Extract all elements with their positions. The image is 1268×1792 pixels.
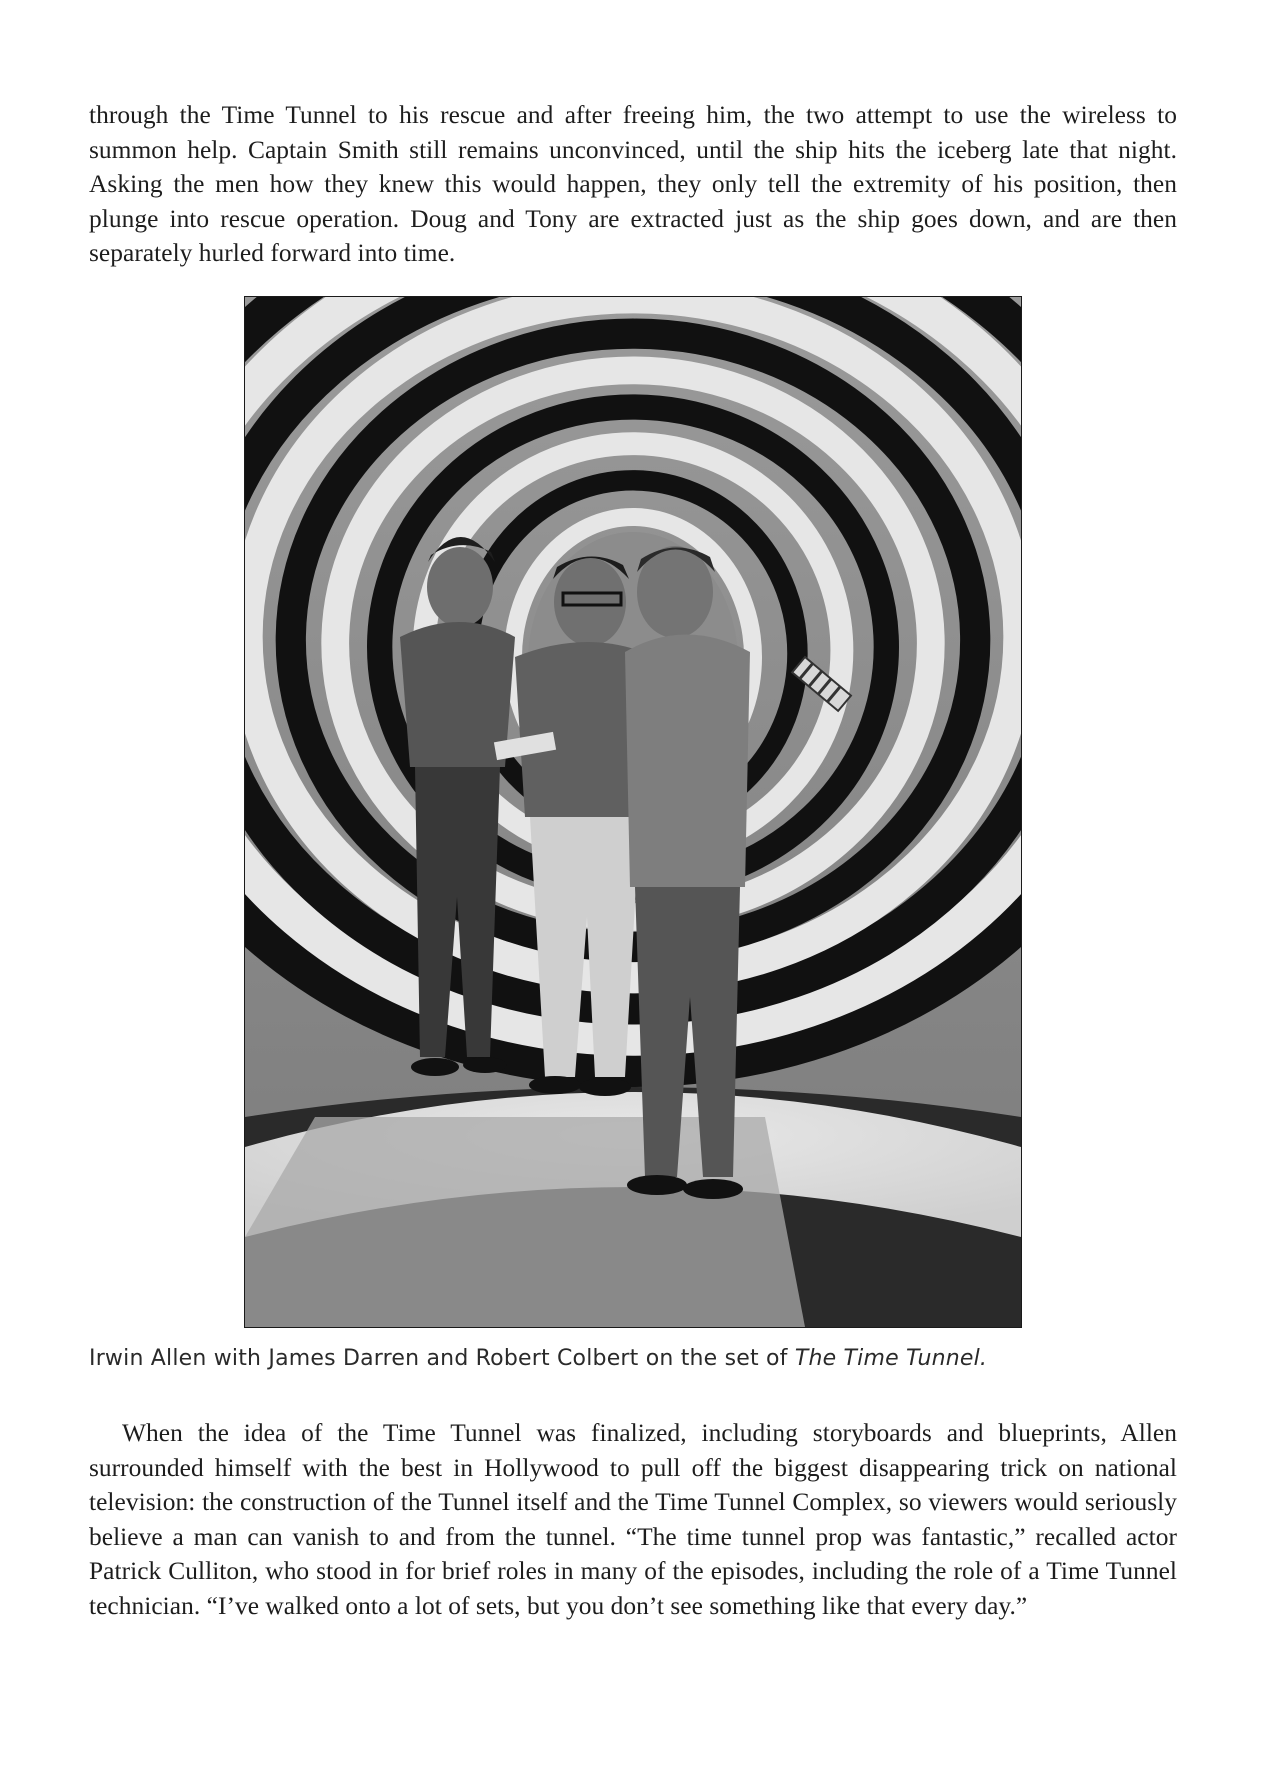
caption-show-title: The Time Tunnel. — [794, 1346, 988, 1371]
body-paragraph-bottom: When the idea of the Time Tunnel was finalized, including storyboards and blueprints, Allen surrounded himself with the best in Hollywood to pull off the biggest disappearing trick on national television: the construction of the Tunnel itself and the Time Tunnel Complex, so viewers would seriously believe a man can vanish to and from the tunnel. “The time tunnel prop was fantastic,” recalled actor Patrick Culliton, who stood in for brief roles in many of the episodes, including the role of a Time Tunnel technician. “I’ve walked onto a lot of sets, but you don’t see something like that every day.” — [89, 1419, 1177, 1620]
caption-text: Irwin Allen with James Darren and Robert Colbert on the set of — [89, 1346, 795, 1371]
photo-caption — [89, 1345, 1189, 1373]
photo-illustration — [245, 297, 1021, 1327]
time-tunnel-photo — [244, 296, 1022, 1328]
body-paragraph-top: through the Time Tunnel to his rescue and after freeing him, the two attempt to use the wireless to summon help. Captain Smith still remains unconvinced, until the ship hits the iceberg late that night. Asking the men how they knew this would happen, they only tell the extremity of his position, then plunge into rescue operation. Doug and Tony are extracted just as the ship goes down, and are then separately hurled forward into time. — [89, 101, 1177, 268]
